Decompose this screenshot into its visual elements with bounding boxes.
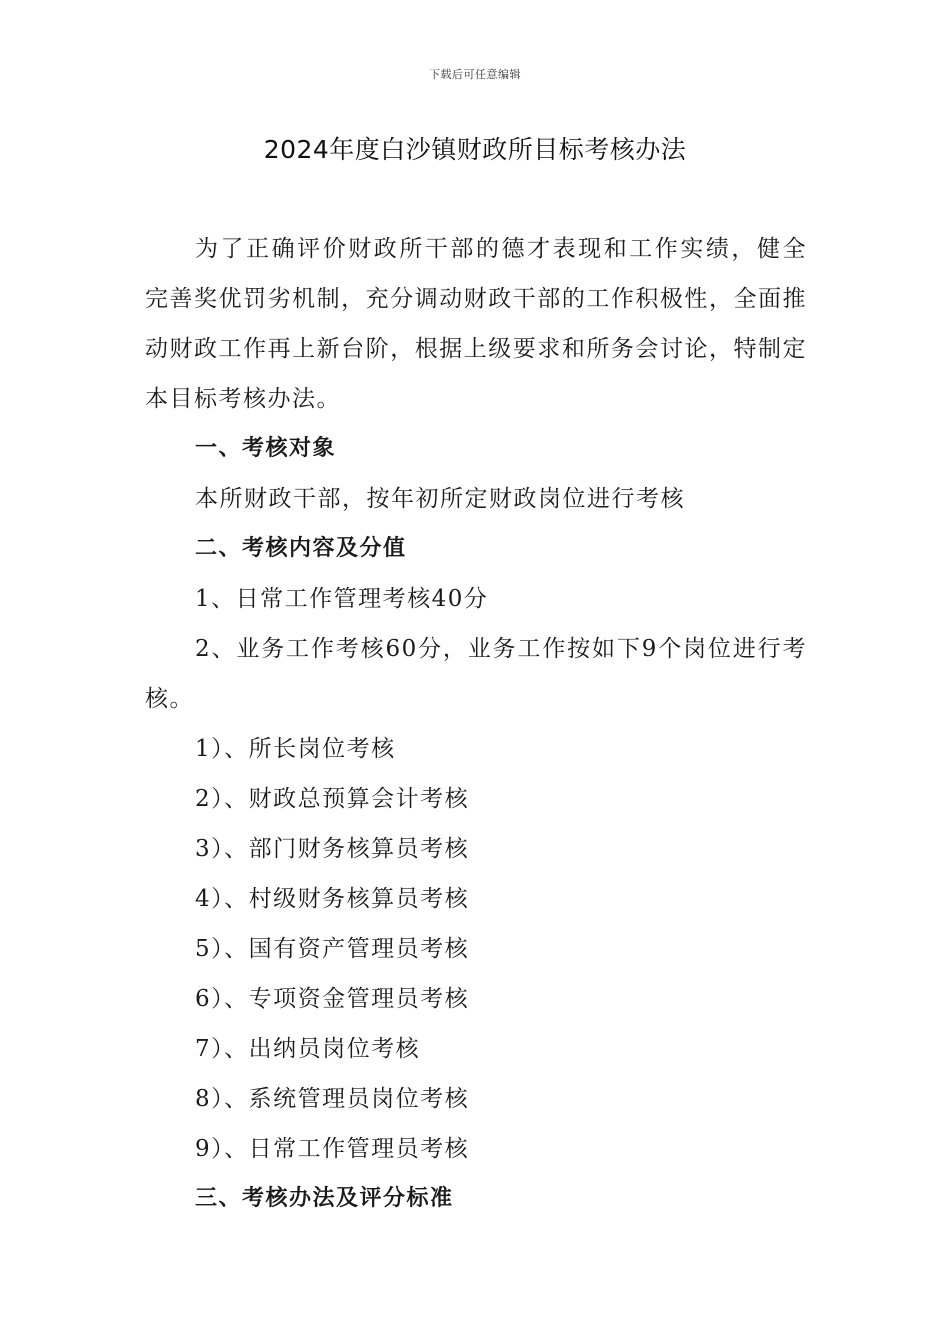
document-title: 2024年度白沙镇财政所目标考核办法 (263, 135, 687, 164)
position-item: 1）、所长岗位考核 (195, 736, 396, 762)
section-heading-3: 三、考核办法及评分标准 (195, 1186, 454, 1211)
section1-text: 本所财政干部，按年初所定财政岗位进行考核 (195, 486, 685, 512)
section2-item-2 (145, 624, 807, 724)
section2-item-1: 1、日常工作管理考核40分 (195, 586, 489, 612)
position-item: 7）、出纳员岗位考核 (195, 1036, 421, 1062)
section-heading-2: 二、考核内容及分值 (195, 536, 407, 561)
position-item: 9）、日常工作管理员考核 (195, 1136, 470, 1162)
header-note: 下载后可任意编辑 (429, 68, 521, 81)
position-item: 6）、专项资金管理员考核 (195, 986, 470, 1012)
position-item: 5）、国有资产管理员考核 (195, 936, 470, 962)
item2-line: 2、业务工作考核60分，业务工作按如下9个岗位进行 (195, 636, 783, 662)
document-body (145, 224, 807, 1224)
position-item: 2）、财政总预算会计考核 (195, 786, 470, 812)
item2-line: 考核。 (145, 636, 807, 712)
intro-line: 全面推动财政工作再上新台阶，根据上级要求和所务会讨 (145, 286, 808, 362)
position-item: 3）、部门财务核算员考核 (195, 836, 470, 862)
position-item: 4）、村级财务核算员考核 (195, 886, 470, 912)
section-heading-1: 一、考核对象 (195, 436, 337, 461)
intro-line: 论，特制定本目标考核办法。 (145, 336, 808, 412)
intro-line: 为了正确评价财政所干部的德才表现和工作实绩，健 (195, 236, 783, 262)
intro-paragraph (145, 224, 807, 424)
intro-line: 全完善奖优罚劣机制，充分调动财政干部的工作积极性， (145, 236, 807, 312)
position-item: 8）、系统管理员岗位考核 (195, 1086, 470, 1112)
